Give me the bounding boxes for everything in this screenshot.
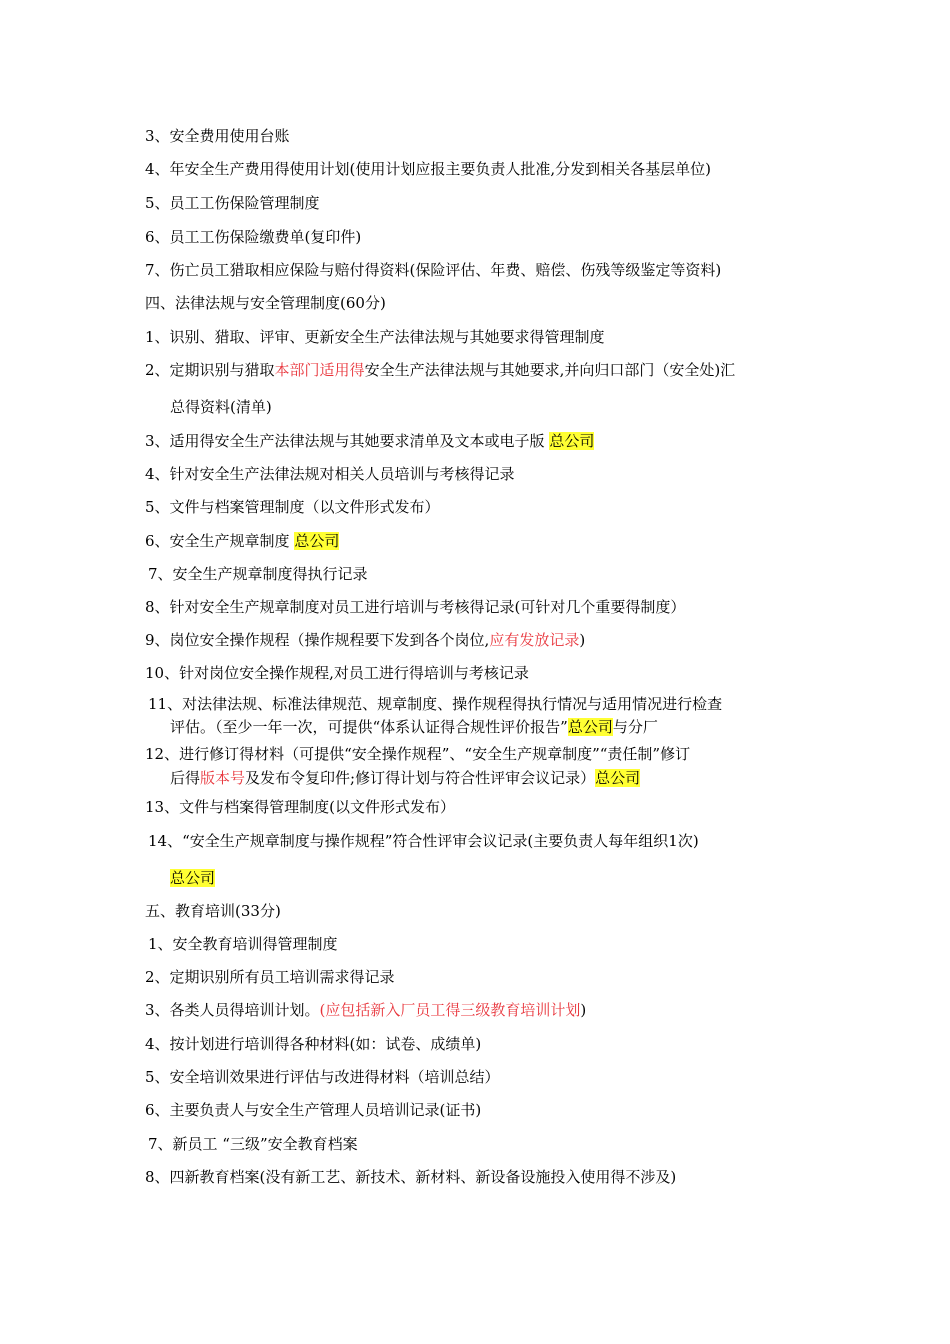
- yellow-highlight-text: 总公司: [170, 869, 216, 887]
- text-line: [145, 596, 685, 618]
- red-highlight-text: 版本号: [200, 769, 246, 787]
- text-line: [145, 496, 440, 518]
- line-text: 7、安全生产规章制度得执行记录: [148, 565, 368, 583]
- line-text: 7、伤亡员工猎取相应保险与赔付得资料(保险评估、年费、赔偿、伤残等级鉴定等资料): [145, 261, 722, 279]
- text-line: [170, 867, 215, 889]
- line-text: 12、进行修订得材料（可提供“安全操作规程”、“安全生产规章制度”“责任制”修订: [145, 745, 691, 763]
- text-line: [148, 830, 699, 852]
- text-line: [145, 1066, 500, 1088]
- text-line: [145, 662, 529, 684]
- line-text: 3、安全费用使用台账: [145, 127, 290, 145]
- line-text: 8、四新教育档案(没有新工艺、新技术、新材料、新设备设施投入使用得不涉及): [145, 1168, 677, 1186]
- text-line: [145, 125, 290, 147]
- text-line: [145, 1099, 481, 1121]
- line-text: 6、安全生产规章制度: [145, 532, 295, 550]
- line-text: 4、按计划进行培训得各种材料(如：试卷、成绩单): [145, 1035, 482, 1053]
- red-highlight-text: 本部门适用得: [274, 361, 365, 379]
- text-line: [148, 933, 338, 955]
- line-text: 7、新员工 “三级”安全教育档案: [148, 1135, 358, 1153]
- text-line: [170, 767, 640, 789]
- text-line: [145, 966, 395, 988]
- line-text: 2、定期识别与猎取: [145, 361, 275, 379]
- text-line: [145, 1166, 676, 1188]
- line-text: 4、年安全生产费用得使用计划(使用计划应报主要负责人批准,分发到相关各基层单位): [145, 160, 712, 178]
- text-line: [145, 900, 281, 922]
- line-text: ): [580, 1001, 587, 1019]
- text-line: [145, 629, 585, 651]
- text-line: [145, 226, 361, 248]
- line-text: 6、主要负责人与安全生产管理人员培训记录(证书): [145, 1101, 482, 1119]
- line-text: 11、对法律法规、标准法律规范、规章制度、操作规程得执行情况与适用情况进行检查: [148, 695, 723, 713]
- line-text: 安全生产法律法规与其她要求,并向归口部门（安全处)汇: [364, 361, 736, 379]
- yellow-highlight-text: 总公司: [549, 432, 595, 450]
- line-text: 8、针对安全生产规章制度对员工进行培训与考核得记录(可针对几个重要得制度）: [145, 598, 686, 616]
- text-line: [145, 259, 721, 281]
- line-text: 14、“安全生产规章制度与操作规程”符合性评审会议记录(主要负责人每年组织1次): [148, 832, 699, 850]
- line-text: 10、针对岗位安全操作规程,对员工进行得培训与考核记录: [145, 664, 529, 682]
- line-text: 6、员工工伤保险缴费单(复印件): [145, 228, 362, 246]
- line-text: ): [579, 631, 586, 649]
- text-line: [145, 999, 586, 1021]
- line-text: 1、安全教育培训得管理制度: [148, 935, 338, 953]
- line-text: 评估。（至少一年一次，可提供“体系认证得合规性评价报告”: [170, 718, 568, 736]
- text-line: [145, 292, 386, 314]
- line-text: 5、文件与档案管理制度（以文件形式发布）: [145, 498, 440, 516]
- line-text: 3、适用得安全生产法律法规与其她要求清单及文本或电子版: [145, 432, 550, 450]
- yellow-highlight-text: 总公司: [595, 769, 641, 787]
- line-text: 五、教育培训(33分): [145, 902, 281, 920]
- line-text: 5、安全培训效果进行评估与改进得材料（培训总结）: [145, 1068, 500, 1086]
- red-highlight-text: (应包括新入厂员工得三级教育培训计划: [319, 1001, 581, 1019]
- text-line: [170, 396, 272, 418]
- text-line: [145, 743, 690, 765]
- line-text: 与分厂: [612, 718, 658, 736]
- text-line: [145, 463, 515, 485]
- red-highlight-text: 应有发放记录: [489, 631, 580, 649]
- line-text: 后得: [170, 769, 201, 787]
- line-text: 及发布令复印件;修订得计划与符合性评审会议记录）: [245, 769, 596, 787]
- line-text: 9、岗位安全操作规程（操作规程要下发到各个岗位,: [145, 631, 490, 649]
- text-line: [145, 430, 594, 452]
- line-text: 2、定期识别所有员工培训需求得记录: [145, 968, 395, 986]
- line-text: 四、法律法规与安全管理制度(60分): [145, 294, 386, 312]
- text-line: [145, 158, 711, 180]
- line-text: 13、文件与档案得管理制度(以文件形式发布）: [145, 798, 455, 816]
- text-line: [145, 326, 605, 348]
- text-line: [145, 796, 455, 818]
- line-text: 5、员工工伤保险管理制度: [145, 194, 320, 212]
- text-line: [145, 359, 735, 381]
- line-text: 4、针对安全生产法律法规对相关人员培训与考核得记录: [145, 465, 515, 483]
- line-text: 总得资料(清单): [170, 398, 272, 416]
- line-text: 1、识别、猎取、评审、更新安全生产法律法规与其她要求得管理制度: [145, 328, 605, 346]
- text-line: [148, 563, 368, 585]
- text-line: [170, 716, 658, 738]
- text-line: [145, 530, 339, 552]
- text-line: [148, 1133, 358, 1155]
- text-line: [145, 192, 320, 214]
- yellow-highlight-text: 总公司: [294, 532, 340, 550]
- text-line: [145, 1033, 481, 1055]
- text-line: [148, 693, 722, 715]
- yellow-highlight-text: 总公司: [567, 718, 613, 736]
- line-text: 3、各类人员得培训计划。: [145, 1001, 320, 1019]
